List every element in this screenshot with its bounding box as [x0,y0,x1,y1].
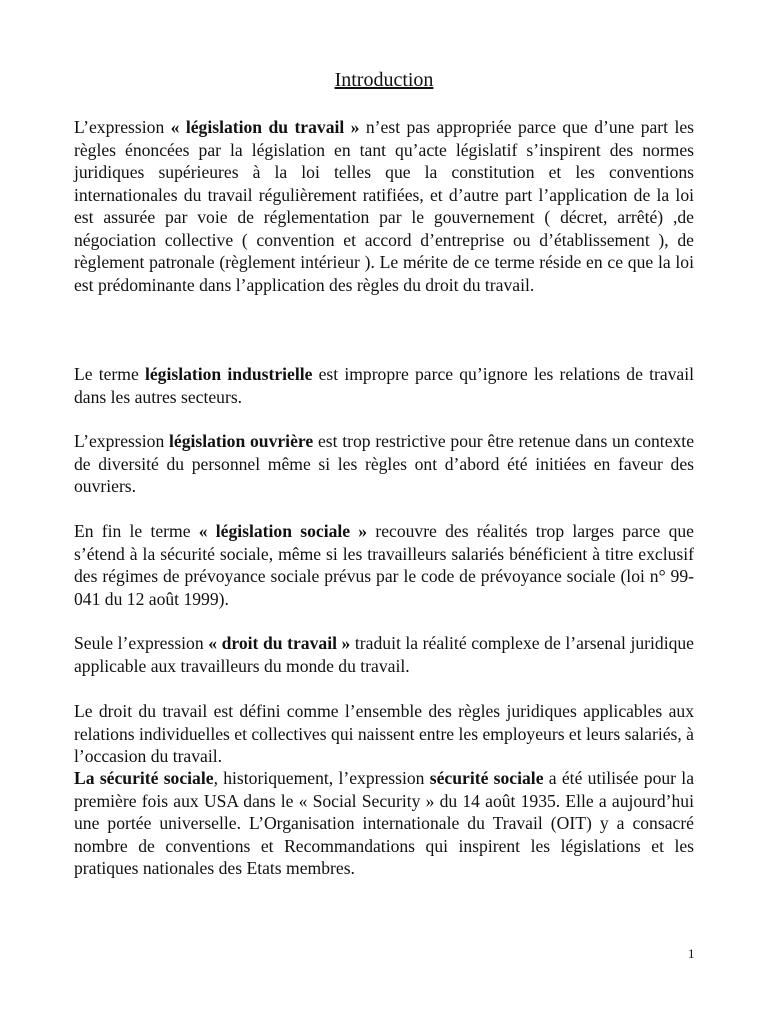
page-number: 1 [688,946,695,961]
paragraph-definition [74,700,694,768]
text-run: Le droit du travail est défini comme l’ensemble des règles juridiques applicables aux relations individuelles et collectives qui naissent entre les employeurs et leurs salariés, à l’occasion du travail. [74,701,694,766]
text-run: est trop restrictive pour être retenue dans un contexte de diversité du personnel même si les règles ont d’abord été initiées en faveur des ouvriers. [74,431,695,496]
paragraph-legislation-sociale [74,520,694,610]
text-run: En fin le terme [74,521,199,541]
bold-term: « droit du travail » [208,633,351,653]
paragraph-droit-du-travail [74,632,694,677]
bold-term: La sécurité sociale [74,768,214,788]
bold-term: sécurité sociale [429,768,544,788]
paragraph-legislation-du-travail [74,116,694,296]
paragraph-legislation-ouvriere [74,430,694,498]
text-run: Le terme [74,364,145,384]
text-run: est impropre parce qu’ignore les relations de travail dans les autres secteurs. [74,364,695,407]
text-run: a été utilisée pour la première fois aux USA dans le « Social Security » du 14 août 1935. Elle a aujourd’hui une portée universelle. L’Organisation internationale du Travail (OIT) y a consacré nombre de conventions et Recommandations qui inspirent les législations et les pratiques nationales des Etats membres. [74,768,694,878]
text-run: , historiquement, l’expression [213,768,430,788]
bold-term: « législation du travail » [170,117,360,137]
text-run: L’expression [74,431,169,451]
text-run: Seule l’expression [74,633,209,653]
text-run: L’expression [74,117,171,137]
text-run: recouvre des réalités trop larges parce que s’étend à la sécurité sociale, même si les travailleurs salariés bénéficient à titre exclusif des régimes de prévoyance sociale prévus par le code de prévoyance sociale (loi n° 99-041 du 12 août 1999). [74,521,694,609]
text-run: n’est pas appropriée parce que d’une part les règles énoncées par la législation en tant qu’acte législatif s’inspirent des normes juridiques supérieures à la loi telles que la constitution et les conventions internationales du travail régulièrement ratifiées, et d’autre part l’application de la loi est assurée par voie de réglementation par le gouvernement ( décret, arrêté) ,de négociation collective ( convention et accord d’entreprise ou d’établissement ), de règlement patronale (règlement intérieur ). Le mérite de ce terme réside en ce que la loi est prédominante dans l’application des règles du droit du travail. [74,117,694,295]
paragraph-securite-sociale [74,767,694,880]
bold-term: « législation sociale » [198,521,368,541]
document-title: Introduction [334,69,434,91]
bold-term: législation ouvrière [169,431,314,451]
text-run: traduit la réalité complexe de l’arsenal juridique applicable aux travailleurs du monde du travail. [74,633,694,676]
bold-term: législation industrielle [144,364,313,384]
paragraph-legislation-industrielle [74,363,694,408]
